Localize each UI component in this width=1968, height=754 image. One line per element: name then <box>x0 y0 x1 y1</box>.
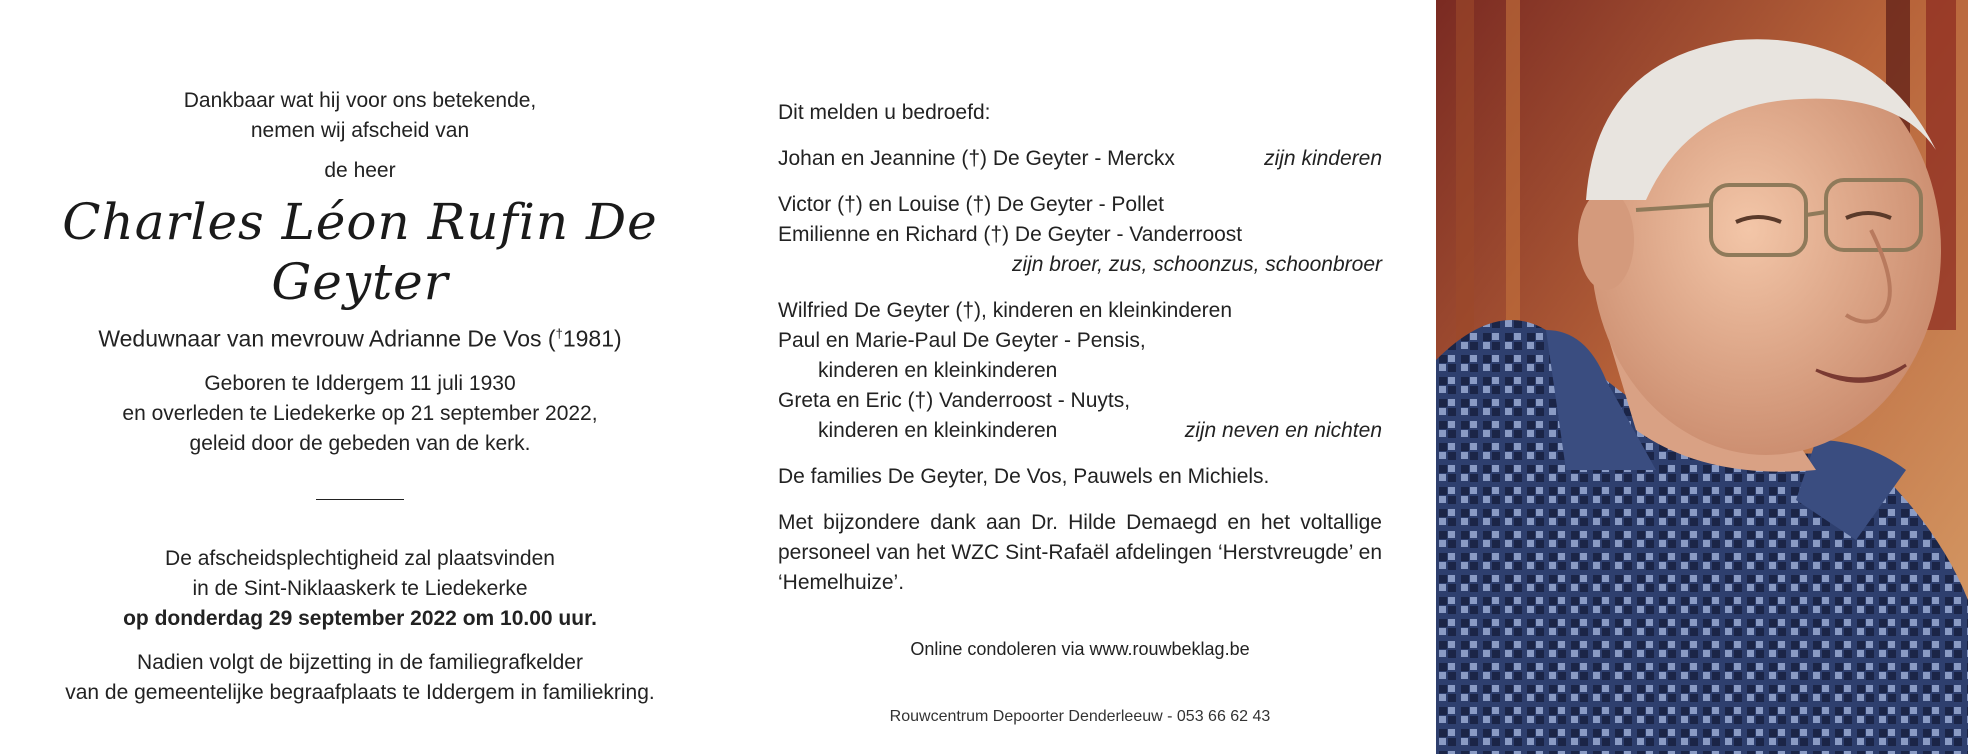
children-names: Johan en Jeannine (†) De Geyter - Merckx <box>778 147 1175 170</box>
church-line: geleid door de gebeden van de kerk. <box>189 431 531 455</box>
siblings-line-1: Victor (†) en Louise (†) De Geyter - Pollet <box>778 193 1164 216</box>
portrait-photo <box>1436 0 1968 754</box>
siblings-line-2: Emilienne en Richard (†) De Geyter - Vanderroost <box>778 223 1243 246</box>
siblings-role: zijn broer, zus, schoonzus, schoonbroer <box>1011 253 1382 276</box>
online-condolence: Online condoleren via www.rouwbeklag.be <box>910 639 1250 659</box>
left-column <box>30 86 690 708</box>
widower-year: 1981) <box>562 325 622 352</box>
families-line: De families De Geyter, De Vos, Pauwels en Michiels. <box>778 465 1270 488</box>
ceremony-date: op donderdag 29 september 2022 om 10.00 uur. <box>123 606 597 630</box>
ceremony-line-2: in de Sint-Niklaaskerk te Liedekerke <box>192 576 528 600</box>
children-row <box>778 144 1382 174</box>
funeral-home-footer: Rouwcentrum Depoorter Denderleeuw - 053 66 62 43 <box>889 708 1271 725</box>
burial-line-2: van de gemeentelijke begraafplaats te Iddergem in familiekring. <box>65 680 655 704</box>
intro-line-1: Dankbaar wat hij voor ons betekende, <box>183 89 537 112</box>
nephews-last-row <box>778 416 1382 446</box>
announcement-header: Dit melden u bedroefd: <box>778 101 991 124</box>
widower-text: Weduwnaar van mevrouw Adrianne De Vos ( <box>98 325 556 352</box>
born-line: Geboren te Iddergem 11 juli 1930 <box>204 371 516 395</box>
cross-symbol: † <box>555 326 563 341</box>
deceased-name: Charles Léon Rufin De Geyter <box>62 193 658 311</box>
children-role: zijn kinderen <box>1264 147 1382 170</box>
divider-line <box>316 499 404 500</box>
burial-line-1: Nadien volgt de bijzetting in de familiegrafkelder <box>137 650 583 674</box>
nephews-line-2: Paul en Marie-Paul De Geyter - Pensis, <box>778 329 1146 352</box>
intro-line-2: nemen wij afscheid van <box>250 119 470 142</box>
died-line: en overleden te Liedekerke op 21 september 2022, <box>122 401 598 425</box>
nephews-group <box>778 296 1382 446</box>
nephews-role: zijn neven en nichten <box>1184 419 1382 442</box>
widower-line <box>30 318 690 355</box>
right-column <box>778 98 1382 728</box>
nephews-line-1: Wilfried De Geyter (†), kinderen en kleinkinderen <box>778 299 1233 322</box>
siblings-group <box>778 190 1382 280</box>
nephews-line-3: kinderen en kleinkinderen <box>818 359 1058 382</box>
thanks-paragraph: Met bijzondere dank aan Dr. Hilde Demaegd en het voltallige personeel van het WZC Sint-Rafaël afdelingen ‘Herstvreugde’ en ‘Hemelhuize’. <box>778 511 1382 594</box>
nephews-line-5: kinderen en kleinkinderen <box>818 419 1058 442</box>
ceremony-line-1: De afscheidsplechtigheid zal plaatsvinden <box>165 546 555 570</box>
nephews-line-4: Greta en Eric (†) Vanderroost - Nuyts, <box>778 389 1131 412</box>
salutation: de heer <box>324 159 396 182</box>
